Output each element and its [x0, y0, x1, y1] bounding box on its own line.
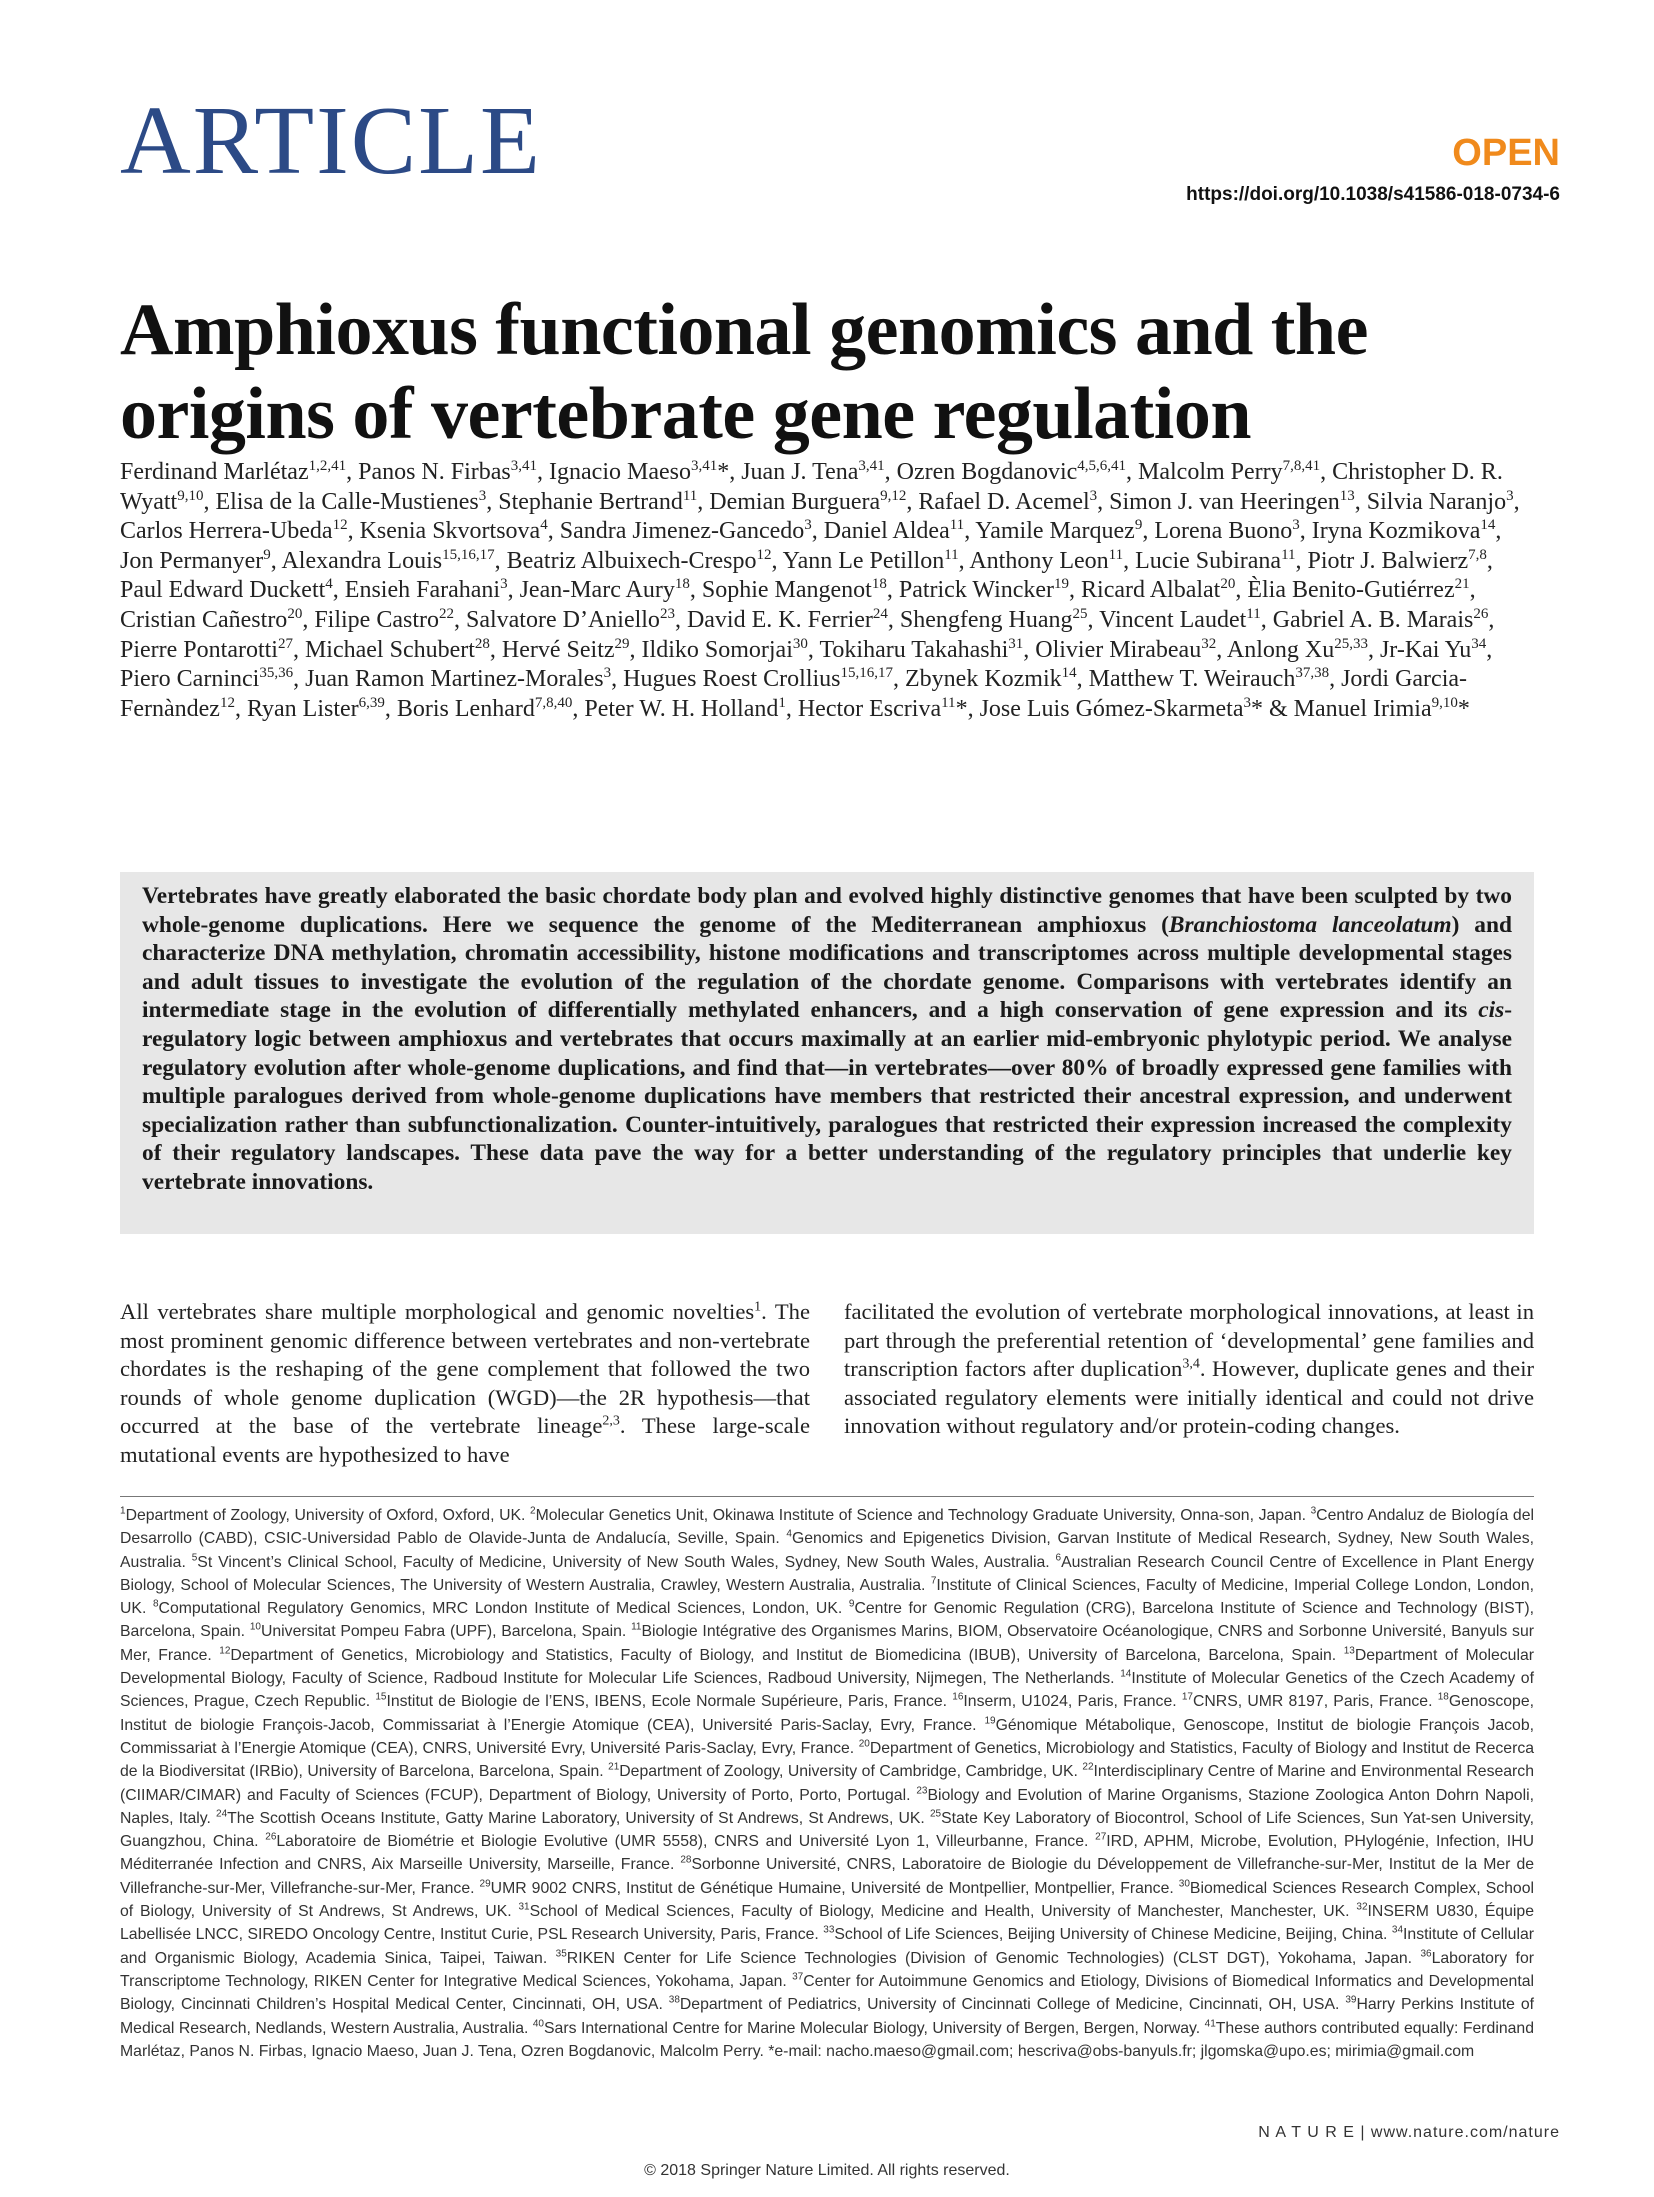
journal-footer: N A T U R E | www.nature.com/nature: [1258, 2124, 1560, 2141]
abstract-text: Vertebrates have greatly elaborated the basic chordate body plan and evolved highly distinctive genomes that have been sculpted by two whole-genome duplications. Here we sequence the genome of the Mediterranean amphioxus (Branchiostoma lanceolatum) and characterize DNA methylation, chromatin accessibility, histone modifications and transcriptomes across multiple developmental stages and adult tissues to investigate the evolution of the regulation of the chordate genome. Comparisons with vertebrates identify an intermediate stage in the evolution of differentially methylated enhancers, and a high conservation of gene expression and its cis-regulatory logic between amphioxus and vertebrates that occurs maximally at an earlier mid-embryonic phylotypic period. We analyse regulatory evolution after whole-genome duplications, and find that—in vertebrates—over 80% of broadly expressed gene families with multiple paralogues derived from whole-genome duplications have members that restricted their ancestral expression, and underwent specialization rather than subfunctionalization. Counter-intuitively, paralogues that restricted their expression increased the complexity of their regulatory landscapes. These data pave the way for a better understanding of the regulatory principles that underlie key vertebrate innovations.: [142, 883, 1512, 1195]
doi-link[interactable]: https://doi.org/10.1038/s41586-018-0734-6: [1186, 184, 1560, 205]
paper-title: Amphioxus functional genomics and the origins of vertebrate gene regulation: [120, 289, 1368, 455]
abstract-box: [120, 872, 1534, 1234]
footnote-divider: [120, 1496, 1534, 1497]
body-column-right: facilitated the evolution of vertebrate morphological innovations, at least in part through the preferential retention of ‘developmental’ gene families and transcription factors after duplication$^{3,4}$. However, duplicate genes and their associated regulatory elements were initially identical and could not drive innovation without regulatory and/or protein-coding changes.: [844, 1299, 1534, 1439]
copyright-notice: © 2018 Springer Nature Limited. All rights reserved.: [644, 2162, 1010, 2179]
author-list: Ferdinand Marlétaz$^{1,2,41}$, Panos N. Firbas$^{3,41}$, Ignacio Maeso$^{3,41}$*, Juan J. Tena$^{3,41}$, Ozren Bogdanovic$^{4,5,6,41}$, Malcolm Perry$^{7,8,41}$, Christopher D. R. Wyatt$^{9,10}$, Elisa de la Calle-Mustienes$^3$, Stephanie Bertrand$^{11}$, Demian Burguera$^{9,12}$, Rafael D. Acemel$^3$, Simon J. van Heeringen$^{13}$, Silvia Naranjo$^3$, Carlos Herrera-Ubeda$^{12}$, Ksenia Skvortsova$^4$, Sandra Jimenez-Gancedo$^3$, Daniel Aldea$^{11}$, Yamile Marquez$^9$, Lorena Buono$^3$, Iryna Kozmikova$^{14}$, Jon Permanyer$^9$, Alexandra Louis$^{15,16,17}$, Beatriz Albuixech-Crespo$^{12}$, Yann Le Petillon$^{11}$, Anthony Leon$^{11}$, Lucie Subirana$^{11}$, Piotr J. Balwierz$^{7,8}$, Paul Edward Duckett$^4$, Ensieh Farahani$^3$, Jean-Marc Aury$^{18}$, Sophie Mangenot$^{18}$, Patrick Wincker$^{19}$, Ricard Albalat$^{20}$, Èlia Benito-Gutiérrez$^{21}$, Cristian Cañestro$^{20}$, Filipe Castro$^{22}$, Salvatore D’Aniello$^{23}$, David E. K. Ferrier$^{24}$, Shengfeng Huang$^{25}$, Vincent Laudet$^{11}$, Gabriel A. B. Marais$^{26}$, Pierre Pontarotti$^{27}$, Michael Schubert$^{28}$, Hervé Seitz$^{29}$, Ildiko Somorjai$^{30}$, Tokiharu Takahashi$^{31}$, Olivier Mirabeau$^{32}$, Anlong Xu$^{25,33}$, Jr-Kai Yu$^{34}$, Piero Carninci$^{35,36}$, Juan Ramon Martinez-Morales$^3$, Hugues Roest Crollius$^{15,16,17}$, Zbynek Kozmik$^{14}$, Matthew T. Weirauch$^{37,38}$, Jordi Garcia-Fernàndez$^{12}$, Ryan Lister$^{6,39}$, Boris Lenhard$^{7,8,40}$, Peter W. H. Holland$^1$, Hector Escriva$^{11}$*, Jose Luis Gómez-Skarmeta$^3$* & Manuel Irimia$^{9,10}$*: [120, 458, 1520, 722]
open-access-badge: OPEN: [1452, 132, 1560, 174]
article-type-label: ARTICLE: [120, 87, 542, 195]
body-column-left: All vertebrates share multiple morphological and genomic novelties$^1$. The most prominent genomic difference between vertebrates and non-vertebrate chordates is the reshaping of the gene complement that followed the two rounds of whole genome duplication (WGD)—the 2R hypothesis—that occurred at the base of the vertebrate lineage$^{2,3}$. These large-scale mutational events are hypothesized to have: [120, 1299, 810, 1467]
affiliations-footnote: $^1$Department of Zoology, University of Oxford, Oxford, UK. $^2$Molecular Genetics Unit, Okinawa Institute of Science and Technology Graduate University, Onna-son, Japan. $^3$Centro Andaluz de Biología del Desarrollo (CABD), CSIC-Universidad Pablo de Olavide-Junta de Andalucía, Seville, Spain. $^4$Genomics and Epigenetics Division, Garvan Institute of Medical Research, Sydney, New South Wales, Australia. $^5$St Vincent’s Clinical School, Faculty of Medicine, University of New South Wales, Sydney, New South Wales, Australia. $^6$Australian Research Council Centre of Excellence in Plant Energy Biology, School of Molecular Sciences, The University of Western Australia, Crawley, Western Australia, Australia. $^7$Institute of Clinical Sciences, Faculty of Medicine, Imperial College London, London, UK. $^8$Computational Regulatory Genomics, MRC London Institute of Medical Sciences, London, UK. $^9$Centre for Genomic Regulation (CRG), Barcelona Institute of Science and Technology (BIST), Barcelona, Spain. $^{10}$Universitat Pompeu Fabra (UPF), Barcelona, Spain. $^{11}$Biologie Intégrative des Organismes Marins, BIOM, Observatoire Océanologique, CNRS and Sorbonne Université, Banyuls sur Mer, France. $^{12}$Department of Genetics, Microbiology and Statistics, Faculty of Biology, and Institut de Biomedicina (IBUB), University of Barcelona, Barcelona, Spain. $^{13}$Department of Molecular Developmental Biology, Faculty of Science, Radboud Institute for Molecular Life Sciences, Radboud University, Nijmegen, The Netherlands. $^{14}$Institute of Molecular Genetics of the Czech Academy of Sciences, Prague, Czech Republic. $^{15}$Institut de Biologie de l’ENS, IBENS, Ecole Normale Supérieure, Paris, France. $^{16}$Inserm, U1024, Paris, France. $^{17}$CNRS, UMR 8197, Paris, France. $^{18}$Genoscope, Institut de biologie François-Jacob, Commissariat à l’Energie Atomique (CEA), Université Paris-Saclay, Evry, France. $^{19}$Génomique Métabolique, Genoscope, Institut de biologie François Jacob, Commissariat à l’Energie Atomique (CEA), CNRS, Université Evry, Université Paris-Saclay, Evry, France. $^{20}$Department of Genetics, Microbiology and Statistics, Faculty of Biology and Institut de Recerca de la Biodiversitat (IRBio), University of Barcelona, Barcelona, Spain. $^{21}$Department of Zoology, University of Cambridge, Cambridge, UK. $^{22}$Interdisciplinary Centre of Marine and Environmental Research (CIIMAR/CIMAR) and Faculty of Sciences (FCUP), Department of Biology, University of Porto, Porto, Portugal. $^{23}$Biology and Evolution of Marine Organisms, Stazione Zoologica Anton Dohrn Napoli, Naples, Italy. $^{24}$The Scottish Oceans Institute, Gatty Marine Laboratory, University of St Andrews, St Andrews, UK. $^{25}$State Key Laboratory of Biocontrol, School of Life Sciences, Sun Yat-sen University, Guangzhou, China. $^{26}$Laboratoire de Biométrie et Biologie Evolutive (UMR 5558), CNRS and Université Lyon 1, Villeurbanne, France. $^{27}$IRD, APHM, Microbe, Evolution, PHylogénie, Infection, IHU Méditerranée Infection and CNRS, Aix Marseille University, Marseille, France. $^{28}$Sorbonne Université, CNRS, Laboratoire de Biologie du Développement de Villefranche-sur-Mer, Institut de la Mer de Villefranche-sur-Mer, Villefranche-sur-Mer, France. $^{29}$UMR 9002 CNRS, Institut de Génétique Humaine, Université de Montpellier, Montpellier, France. $^{30}$Biomedical Sciences Research Complex, School of Biology, University of St Andrews, St Andrews, UK. $^{31}$School of Medical Sciences, Faculty of Biology, Medicine and Health, University of Manchester, Manchester, UK. $^{32}$INSERM U830, Équipe Labellisée LNCC, SIREDO Oncology Centre, Institut Curie, PSL Research University, Paris, France. $^{33}$School of Life Sciences, Beijing University of Chinese Medicine, Beijing, China. $^{34}$Institute of Cellular and Organismic Biology, Academia Sinica, Taipei, Taiwan. $^{35}$RIKEN Center for Life Science Technologies (Division of Genomic Technologies) (CLST DGT), Yokohama, Japan. $^{36}$Laboratory for Transcriptome Technology, RIKEN Center for Integrative Medical Sciences, Yokohama, Japan. $^{37}$Center for Autoimmune Genomics and Etiology, Divisions of Biomedical Informatics and Developmental Biology, Cincinnati Children’s Hospital Medical Center, Cincinnati, OH, USA. $^{38}$Department of Pediatrics, University of Cincinnati College of Medicine, Cincinnati, OH, USA. $^{39}$Harry Perkins Institute of Medical Research, Nedlands, Western Australia, Australia. $^{40}$Sars International Centre for Marine Molecular Biology, University of Bergen, Bergen, Norway. $^{41}$These authors contributed equally: Ferdinand Marlétaz, Panos N. Firbas, Ignacio Maeso, Juan J. Tena, Ozren Bogdanovic, Malcolm Perry. *e-mail: nacho.maeso@gmail.com; hescriva@obs-banyuls.fr; jlgomska@upo.es; mirimia@gmail.com: [120, 1505, 1535, 2060]
